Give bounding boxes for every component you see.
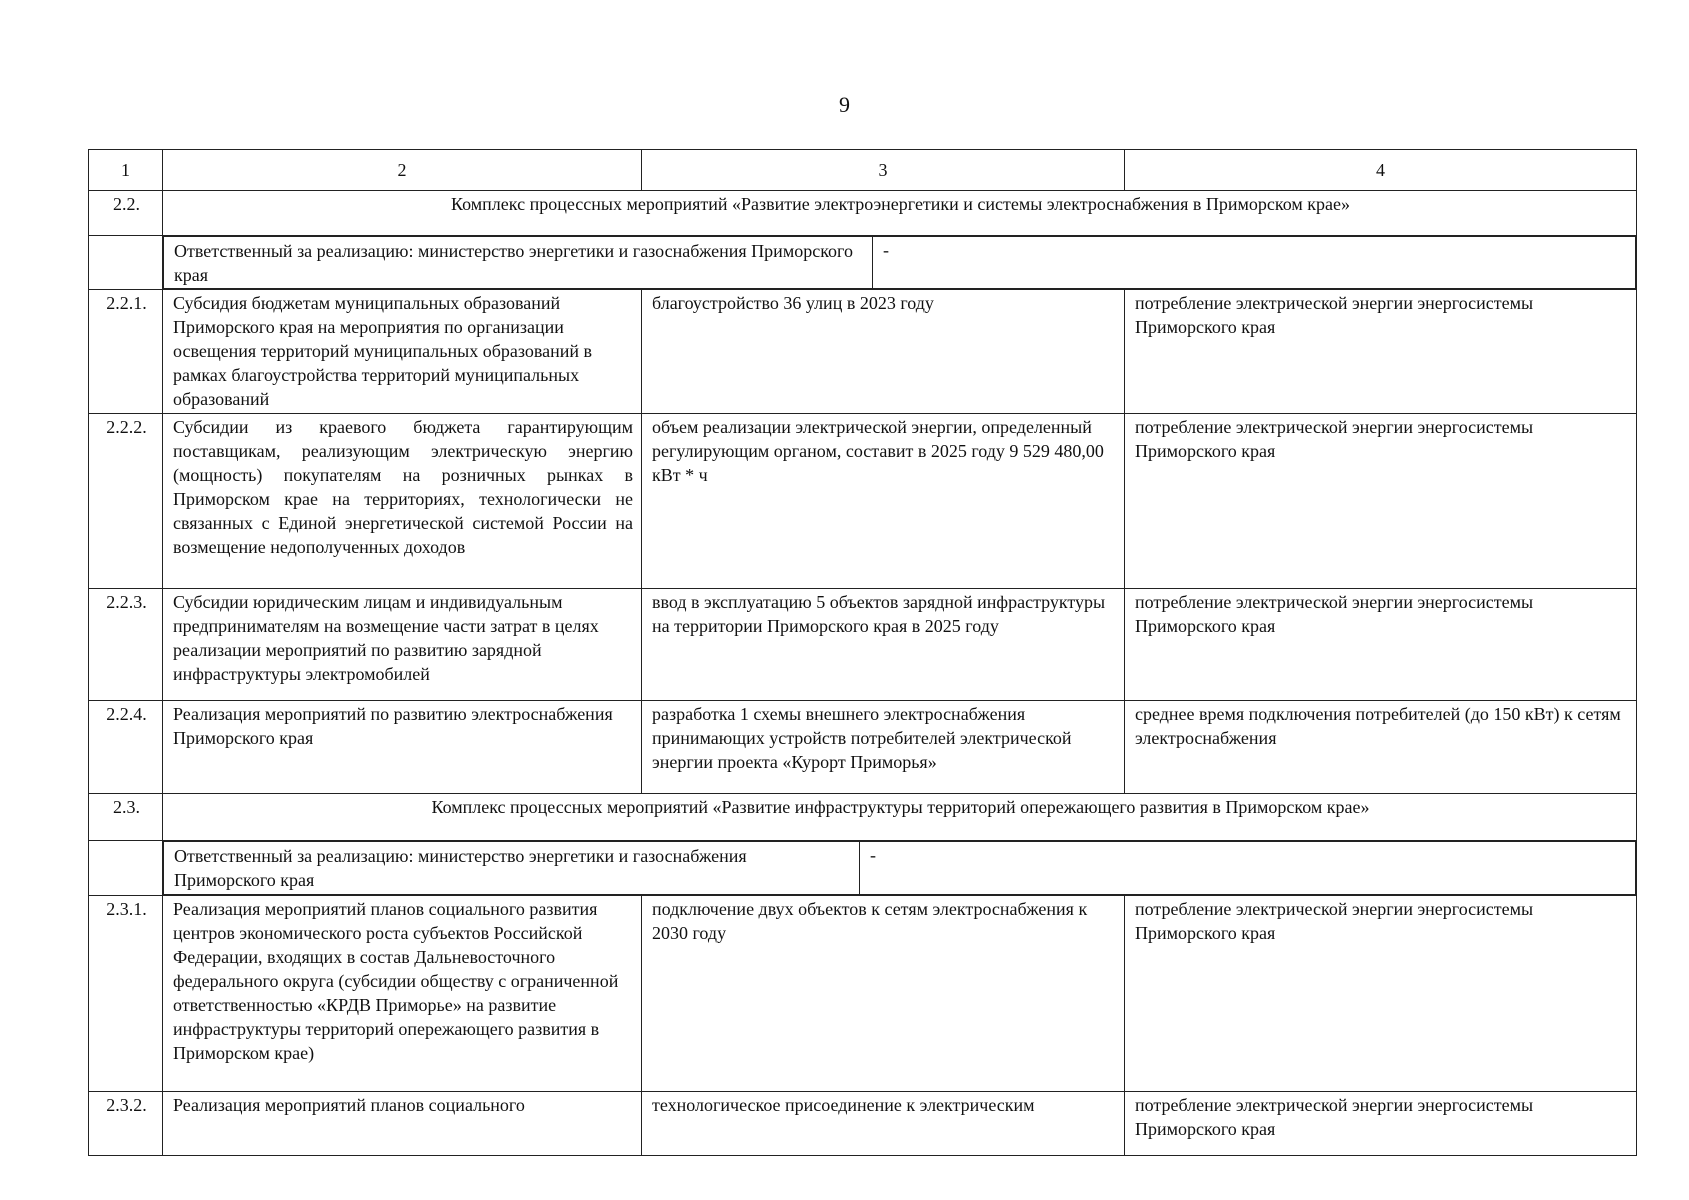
- column-header: 3: [642, 150, 1125, 191]
- empty-cell: [89, 841, 163, 896]
- indicator-cell: среднее время подключения потребителей (до 150 кВт) к сетям электроснабжения: [1125, 701, 1637, 794]
- responsible-inner: [163, 841, 1636, 895]
- column-header: 4: [1125, 150, 1637, 191]
- indicator-cell: потребление электрической энергии энергосистемы Приморского края: [1125, 589, 1637, 701]
- row-number: 2.3.1.: [89, 896, 163, 1092]
- task-cell: Реализация мероприятий планов социального развития центров экономического роста субъектов Российской Федерации, входящих в состав Дальневосточного федерального округа (субсидии обществу с ограниченной ответственностью «КРДВ Приморье» на развитие инфраструктуры территорий опережающего развития в Приморском крае): [163, 896, 642, 1092]
- result-cell: ввод в эксплуатацию 5 объектов зарядной инфраструктуры на территории Приморского края в 2025 году: [642, 589, 1125, 701]
- result-cell: благоустройство 36 улиц в 2023 году: [642, 290, 1125, 414]
- table-row: [89, 589, 1637, 701]
- row-number: 2.2.4.: [89, 701, 163, 794]
- row-number: 2.2.2.: [89, 414, 163, 589]
- section-title: Комплекс процессных мероприятий «Развитие инфраструктуры территорий опережающего развития в Приморском крае»: [163, 794, 1637, 841]
- indicator-cell: потребление электрической энергии энергосистемы Приморского края: [1125, 414, 1637, 589]
- row-number: 2.3.2.: [89, 1092, 163, 1156]
- responsible-row: [89, 841, 1637, 896]
- program-table: [88, 149, 1637, 1156]
- row-number: 2.2.1.: [89, 290, 163, 414]
- responsible-value: -: [860, 842, 1636, 895]
- section-row: [89, 191, 1637, 236]
- result-cell: разработка 1 схемы внешнего электроснабжения принимающих устройств потребителей электрической энергии проекта «Курорт Приморья»: [642, 701, 1125, 794]
- indicator-cell: потребление электрической энергии энергосистемы Приморского края: [1125, 290, 1637, 414]
- result-cell: технологическое присоединение к электрическим: [642, 1092, 1125, 1156]
- responsible-value: -: [873, 237, 1636, 289]
- row-number: 2.2.: [89, 191, 163, 236]
- row-number: 2.3.: [89, 794, 163, 841]
- responsible-text: Ответственный за реализацию: министерство энергетики и газоснабжения Приморского края: [164, 842, 860, 895]
- empty-cell: [89, 236, 163, 290]
- page-number: 9: [839, 92, 850, 117]
- column-header: 1: [89, 150, 163, 191]
- table-row: [89, 701, 1637, 794]
- result-cell: подключение двух объектов к сетям электроснабжения к 2030 году: [642, 896, 1125, 1092]
- task-cell: Субсидии из краевого бюджета гарантирующим поставщикам, реализующим электрическую энергию (мощность) покупателям на розничных рынках в Приморском крае на территориях, технологически не связанных с Единой энергетической системой России на возмещение недополученных доходов: [163, 414, 642, 589]
- column-header: 2: [163, 150, 642, 191]
- section-row: [89, 794, 1637, 841]
- indicator-cell: потребление электрической энергии энергосистемы Приморского края: [1125, 896, 1637, 1092]
- table-header-row: [89, 150, 1637, 191]
- responsible-row: [89, 236, 1637, 290]
- responsible-inner: [163, 236, 1636, 289]
- table-row: [89, 1092, 1637, 1156]
- section-title: Комплекс процессных мероприятий «Развитие электроэнергетики и системы электроснабжения в Приморском крае»: [163, 191, 1637, 236]
- task-cell: Реализация мероприятий по развитию электроснабжения Приморского края: [163, 701, 642, 794]
- table-row: [89, 414, 1637, 589]
- task-cell: Субсидии юридическим лицам и индивидуальным предпринимателям на возмещение части затрат в целях реализации мероприятий по развитию зарядной инфраструктуры электромобилей: [163, 589, 642, 701]
- table-row: [89, 896, 1637, 1092]
- indicator-cell: потребление электрической энергии энергосистемы Приморского края: [1125, 1092, 1637, 1156]
- result-cell: объем реализации электрической энергии, определенный регулирующим органом, составит в 2025 году 9 529 480,00 кВт * ч: [642, 414, 1125, 589]
- task-cell: Реализация мероприятий планов социального: [163, 1092, 642, 1156]
- responsible-text: Ответственный за реализацию: министерство энергетики и газоснабжения Приморского края: [164, 237, 873, 289]
- row-number: 2.2.3.: [89, 589, 163, 701]
- table-row: [89, 290, 1637, 414]
- task-cell: Субсидия бюджетам муниципальных образований Приморского края на мероприятия по организации освещения территорий муниципальных образований в рамках благоустройства территорий муниципальных образований: [163, 290, 642, 414]
